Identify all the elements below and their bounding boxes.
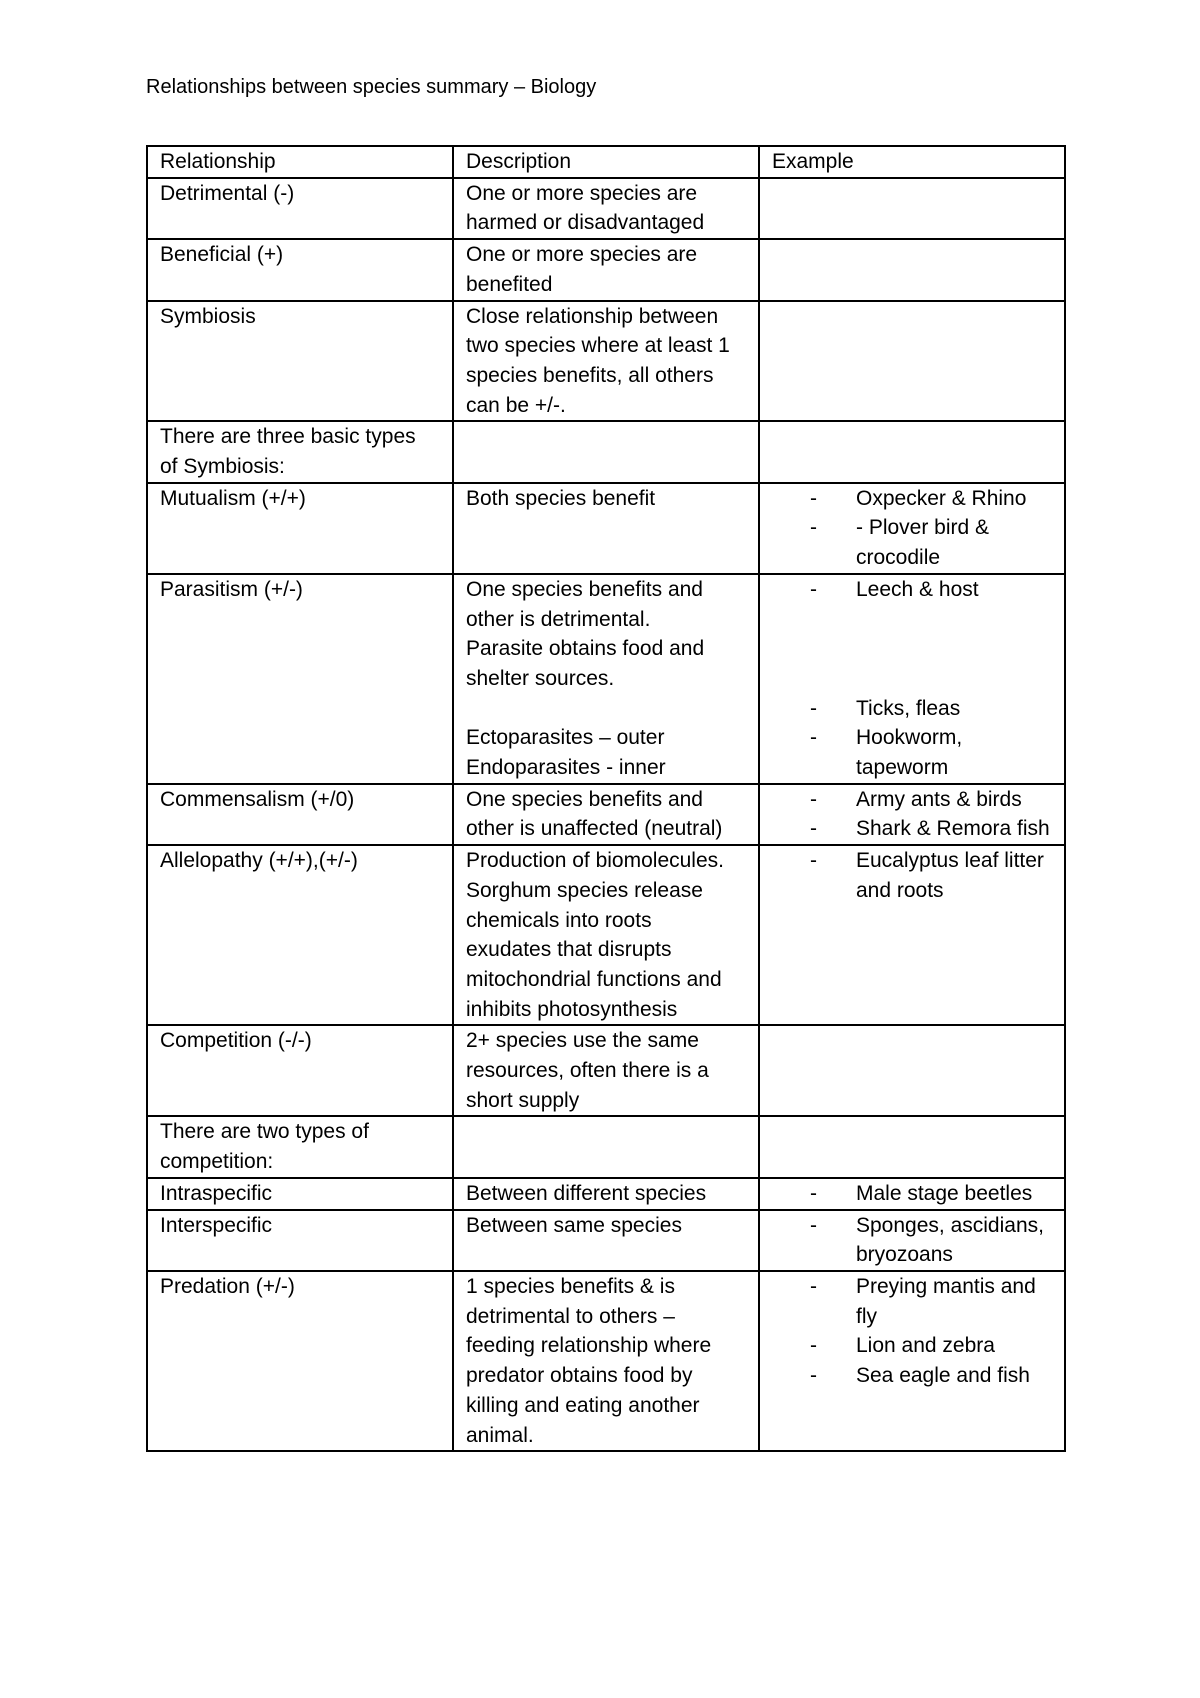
example-bullet: [772, 694, 1056, 724]
description-text: mitochondrial functions and: [466, 967, 722, 991]
relationship-text: Parasitism (+/-): [160, 577, 303, 601]
relationship-cell: [147, 421, 453, 482]
example-bullet: [772, 575, 1056, 605]
example-cell: [759, 574, 1065, 784]
table-row: [147, 1116, 1065, 1177]
table-row: [147, 784, 1065, 845]
description-cell: [453, 1025, 759, 1116]
relationship-cell: [147, 845, 453, 1025]
example-cell: [759, 239, 1065, 300]
dash-bullet-icon: -: [810, 577, 817, 601]
example-text: - Plover bird &: [856, 516, 990, 540]
relationship-cell: [147, 301, 453, 422]
relationship-text: Detrimental (-): [160, 181, 295, 205]
example-cell: [759, 1178, 1065, 1210]
relationship-cell: [147, 1116, 453, 1177]
description-cell: [453, 301, 759, 422]
description-text: feeding relationship where: [466, 1334, 712, 1358]
example-cell: [759, 178, 1065, 239]
relationships-table: [146, 145, 1066, 1452]
description-cell: [453, 483, 759, 574]
relationship-cell: [147, 239, 453, 300]
description-text: other is detrimental.: [466, 607, 651, 631]
example-cell: [759, 1210, 1065, 1271]
description-text: benefited: [466, 272, 553, 296]
description-cell: [453, 178, 759, 239]
description-text: short supply: [466, 1088, 580, 1112]
example-bullet: [772, 513, 1056, 572]
table-body: [147, 178, 1065, 1452]
dash-bullet-icon: -: [810, 726, 817, 750]
example-bullet: [772, 1211, 1056, 1270]
example-cell: [759, 845, 1065, 1025]
relationship-text: There are two types of: [160, 1120, 369, 1144]
relationship-cell: [147, 1025, 453, 1116]
relationship-cell: [147, 574, 453, 784]
example-text: Army ants & birds: [856, 787, 1022, 811]
dash-bullet-icon: -: [810, 1213, 817, 1237]
dash-bullet-icon: -: [810, 787, 817, 811]
description-text: chemicals into roots: [466, 908, 652, 932]
example-text: Leech & host: [856, 577, 979, 601]
description-text: detrimental to others –: [466, 1304, 675, 1328]
dash-bullet-icon: -: [810, 516, 817, 540]
table-row: [147, 301, 1065, 422]
table-row: [147, 483, 1065, 574]
description-cell: [453, 845, 759, 1025]
example-cell: [759, 1116, 1065, 1177]
example-text: bryozoans: [856, 1243, 953, 1267]
example-cell: [759, 421, 1065, 482]
example-text: and roots: [856, 878, 944, 902]
example-text: Ticks, fleas: [856, 696, 961, 720]
table-row: [147, 421, 1065, 482]
description-text: Between same species: [466, 1213, 682, 1237]
example-text: Hookworm,: [856, 726, 963, 750]
table-row: [147, 239, 1065, 300]
description-cell: [453, 1210, 759, 1271]
table-row: [147, 845, 1065, 1025]
relationship-text: Symbiosis: [160, 304, 256, 328]
example-text: Sponges, ascidians,: [856, 1213, 1044, 1237]
description-text: Sorghum species release: [466, 878, 703, 902]
description-text: species benefits, all others: [466, 363, 714, 387]
relationship-cell: [147, 1210, 453, 1271]
description-text: Parasite obtains food and: [466, 637, 705, 661]
spacer: [466, 694, 750, 724]
relationship-text: Predation (+/-): [160, 1275, 295, 1298]
header-description: Description: [453, 146, 759, 178]
example-bullet: [772, 1179, 1056, 1209]
example-bullet: [772, 723, 1056, 782]
description-text: 1 species benefits & is: [466, 1275, 675, 1298]
relationship-cell: [147, 483, 453, 574]
relationship-cell: [147, 1178, 453, 1210]
example-cell: [759, 1271, 1065, 1451]
description-cell: [453, 1178, 759, 1210]
table-row: [147, 574, 1065, 784]
description-text: two species where at least 1: [466, 334, 730, 358]
dash-bullet-icon: -: [810, 849, 817, 873]
dash-bullet-icon: -: [810, 696, 817, 720]
description-text: Ectoparasites – outer: [466, 726, 665, 750]
example-text: Preying mantis and: [856, 1275, 1036, 1298]
example-text: Oxpecker & Rhino: [856, 486, 1027, 510]
example-text: tapeworm: [856, 756, 949, 780]
example-text: crocodile: [856, 546, 941, 570]
relationship-text: Interspecific: [160, 1213, 273, 1237]
description-text: Close relationship between: [466, 304, 719, 328]
example-text: Eucalyptus leaf litter: [856, 849, 1044, 873]
relationship-text: There are three basic types: [160, 425, 416, 449]
relationship-text: of Symbiosis:: [160, 455, 285, 479]
dash-bullet-icon: -: [810, 1181, 817, 1205]
description-cell: [453, 239, 759, 300]
example-bullet: [772, 846, 1056, 905]
relationship-text: Intraspecific: [160, 1181, 273, 1205]
description-cell: [453, 574, 759, 784]
header-relationship: Relationship: [147, 146, 453, 178]
description-cell: [453, 1271, 759, 1451]
relationship-text: Mutualism (+/+): [160, 486, 306, 510]
description-text: harmed or disadvantaged: [466, 211, 705, 235]
table-row: [147, 1178, 1065, 1210]
header-row: [147, 146, 1065, 178]
example-text: Lion and zebra: [856, 1334, 995, 1358]
description-text: shelter sources.: [466, 666, 615, 690]
description-text: 2+ species use the same: [466, 1029, 699, 1053]
description-text: killing and eating another: [466, 1393, 700, 1417]
description-text: Endoparasites - inner: [466, 756, 666, 780]
dash-bullet-icon: -: [810, 1275, 817, 1298]
description-text: predator obtains food by: [466, 1364, 693, 1388]
dash-bullet-icon: -: [810, 1364, 817, 1388]
description-text: other is unaffected (neutral): [466, 817, 723, 841]
example-bullet: [772, 814, 1056, 844]
spacer: [772, 634, 1056, 664]
table-row: [147, 178, 1065, 239]
header-example: Example: [759, 146, 1065, 178]
example-text: Sea eagle and fish: [856, 1364, 1030, 1388]
description-text: can be +/-.: [466, 393, 566, 417]
dash-bullet-icon: -: [810, 817, 817, 841]
description-text: One or more species are: [466, 181, 698, 205]
description-text: Production of biomolecules.: [466, 849, 724, 873]
table-row: [147, 1210, 1065, 1271]
relationship-cell: [147, 178, 453, 239]
description-text: resources, often there is a: [466, 1059, 709, 1083]
example-text: fly: [856, 1304, 877, 1328]
relationship-text: Allelopathy (+/+),(+/-): [160, 849, 358, 873]
spacer: [772, 605, 1056, 635]
relationship-text: Competition (-/-): [160, 1029, 312, 1053]
example-cell: [759, 784, 1065, 845]
description-text: inhibits photosynthesis: [466, 997, 678, 1021]
relationship-text: Commensalism (+/0): [160, 787, 355, 811]
spacer: [772, 664, 1056, 694]
description-cell: [453, 421, 759, 482]
description-text: One species benefits and: [466, 787, 703, 811]
example-text: Shark & Remora fish: [856, 817, 1050, 841]
example-bullet: [772, 1361, 1056, 1391]
dash-bullet-icon: -: [810, 1334, 817, 1358]
description-text: Both species benefit: [466, 486, 656, 510]
page-title: Relationships between species summary – Biology: [146, 76, 597, 98]
description-cell: [453, 1116, 759, 1177]
relationship-text: Beneficial (+): [160, 243, 284, 267]
example-cell: [759, 301, 1065, 422]
table-row: [147, 1025, 1065, 1116]
description-text: animal.: [466, 1423, 534, 1447]
example-text: Male stage beetles: [856, 1181, 1033, 1205]
example-bullet: [772, 1331, 1056, 1361]
description-text: One or more species are: [466, 243, 698, 267]
example-bullet: [772, 1272, 1056, 1331]
example-bullet: [772, 785, 1056, 815]
description-text: One species benefits and: [466, 577, 703, 601]
description-text: Between different species: [466, 1181, 707, 1205]
example-cell: [759, 1025, 1065, 1116]
table-row: [147, 1271, 1065, 1451]
description-text: exudates that disrupts: [466, 938, 672, 962]
relationship-cell: [147, 1271, 453, 1451]
relationship-cell: [147, 784, 453, 845]
relationship-text: competition:: [160, 1150, 274, 1174]
description-cell: [453, 784, 759, 845]
example-cell: [759, 483, 1065, 574]
dash-bullet-icon: -: [810, 486, 817, 510]
example-bullet: [772, 484, 1056, 514]
